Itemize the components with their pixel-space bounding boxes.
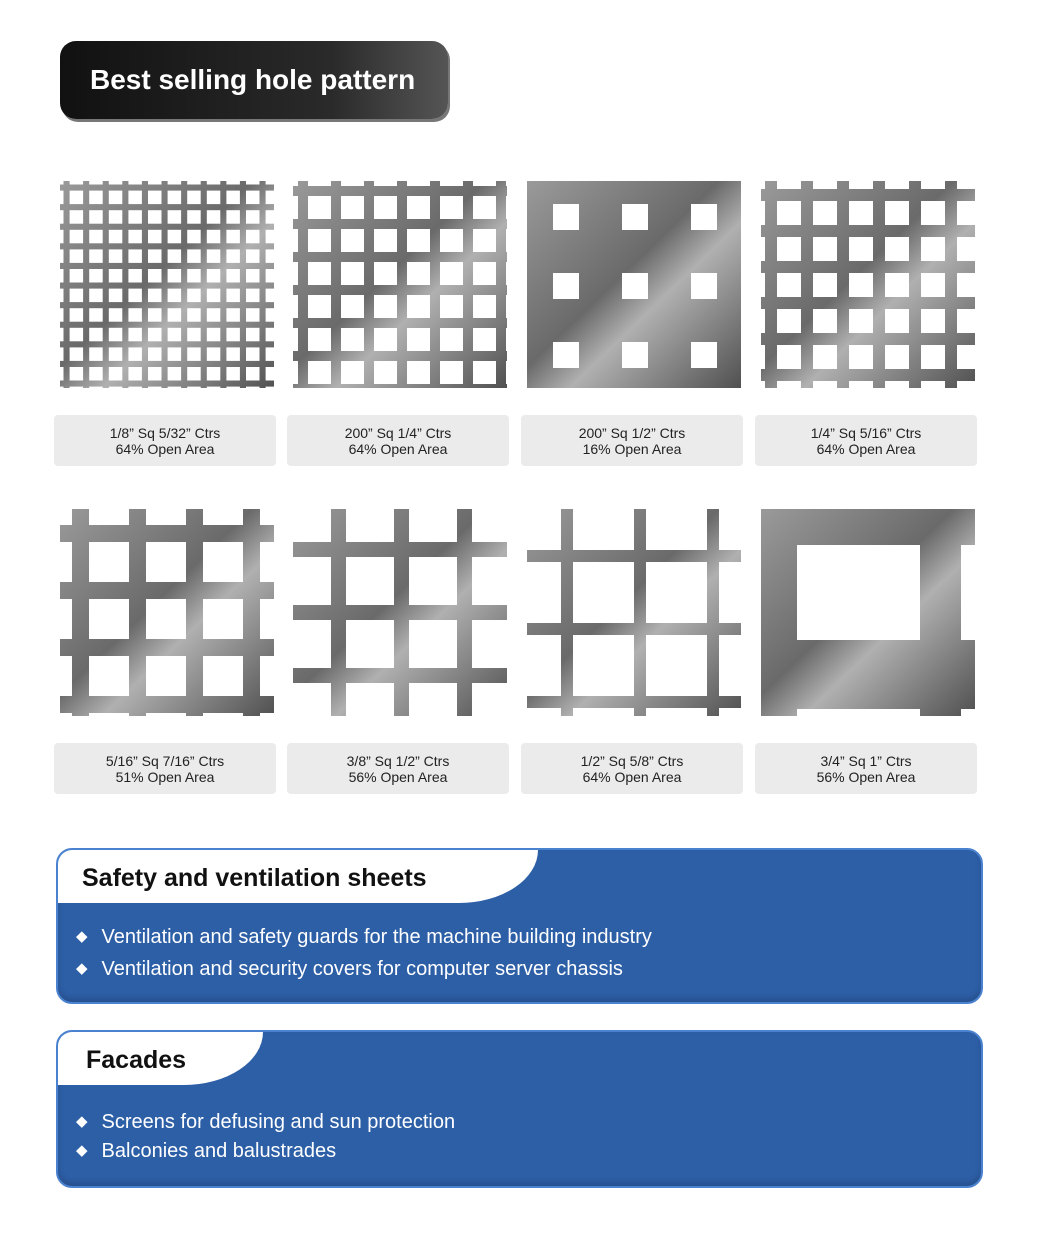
hole-pattern-image — [527, 509, 741, 716]
hole-pattern-image — [293, 509, 507, 716]
pattern-size: 1/8” Sq 5/32” Ctrs — [109, 425, 221, 441]
hole-pattern-image — [527, 181, 741, 388]
section-title: Facades — [86, 1046, 187, 1074]
list-item: ◆ Screens for defusing and sun protection — [76, 1111, 456, 1133]
hole-pattern-image — [761, 509, 975, 716]
section-tab — [58, 1032, 263, 1085]
hole-pattern-image — [60, 181, 274, 388]
pattern-open-area: 56% Open Area — [816, 769, 916, 785]
pattern-size: 200” Sq 1/4” Ctrs — [344, 425, 452, 441]
pattern-size: 3/8” Sq 1/2” Ctrs — [346, 753, 450, 769]
pattern-open-area: 56% Open Area — [348, 769, 448, 785]
pattern-caption — [54, 415, 276, 466]
pattern-caption — [521, 415, 743, 466]
pattern-caption — [287, 743, 509, 794]
section-title: Safety and ventilation sheets — [82, 864, 427, 892]
hole-pattern-image — [293, 181, 507, 388]
pattern-size: 3/4” Sq 1” Ctrs — [820, 753, 912, 769]
pattern-open-area: 51% Open Area — [115, 769, 215, 785]
hole-pattern-image — [761, 181, 975, 388]
pattern-size: 5/16” Sq 7/16” Ctrs — [105, 753, 225, 769]
list-item: ◆ Ventilation and security covers for computer server chassis — [76, 958, 623, 980]
pattern-open-area: 64% Open Area — [115, 441, 215, 457]
diamond-bullet-icon: ◆ — [76, 960, 88, 977]
pattern-caption — [755, 743, 977, 794]
pattern-caption — [287, 415, 509, 466]
page-title: Best selling hole pattern — [60, 41, 448, 119]
pattern-caption — [521, 743, 743, 794]
diamond-bullet-icon: ◆ — [76, 928, 88, 945]
pattern-size: 1/4” Sq 5/16” Ctrs — [810, 425, 922, 441]
list-item: ◆ Ventilation and safety guards for the machine building industry — [76, 926, 652, 948]
pattern-open-area: 16% Open Area — [582, 441, 682, 457]
diamond-bullet-icon: ◆ — [76, 1142, 88, 1159]
pattern-open-area: 64% Open Area — [816, 441, 916, 457]
pattern-size: 1/2” Sq 5/8” Ctrs — [580, 753, 684, 769]
section-safety-ventilation — [56, 848, 983, 1004]
diamond-bullet-icon: ◆ — [76, 1113, 88, 1130]
pattern-size: 200” Sq 1/2” Ctrs — [578, 425, 686, 441]
list-item: ◆ Balconies and balustrades — [76, 1140, 337, 1162]
pattern-caption — [755, 415, 977, 466]
pattern-open-area: 64% Open Area — [348, 441, 448, 457]
pattern-caption — [54, 743, 276, 794]
hole-pattern-image — [60, 509, 274, 716]
pattern-open-area: 64% Open Area — [582, 769, 682, 785]
section-facades — [56, 1030, 983, 1188]
section-tab — [58, 850, 538, 903]
